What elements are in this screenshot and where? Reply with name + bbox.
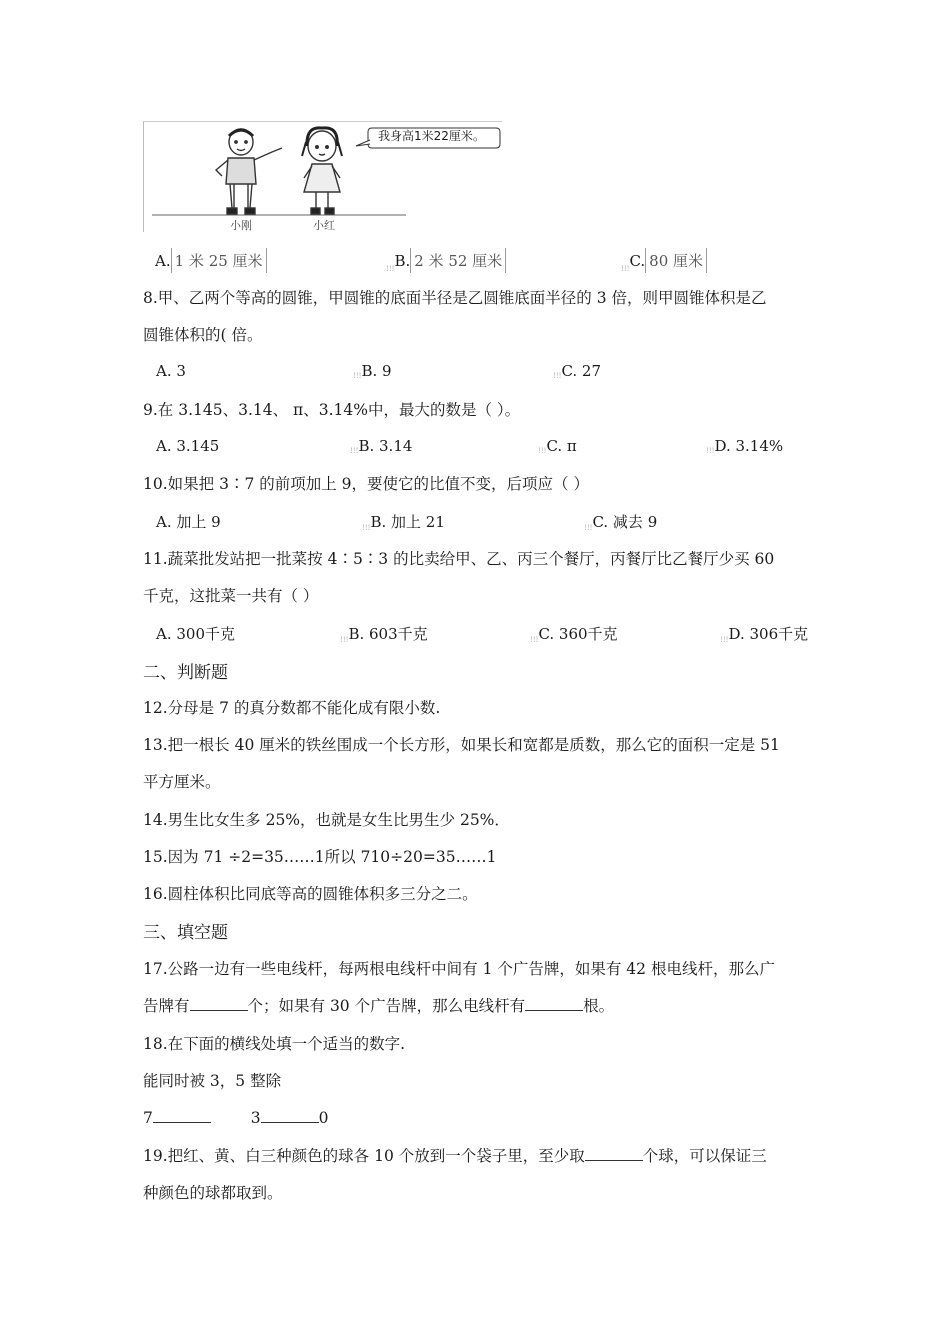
q14-text: 14.男生比女生多 25%，也就是女生比男生少 25%． [143,811,510,829]
q11-option-c[interactable]: !!!C. 360千克 [530,625,618,644]
q9-option-a[interactable]: A. 3.145 [156,437,220,455]
q8-option-b[interactable]: !!!B. 9 [353,362,392,380]
q8-text-line1: 8.甲、乙两个等高的圆锥，甲圆锥的底面半径是乙圆锥底面半径的 3 倍，则甲圆锥体积是乙 [143,289,767,307]
section-fill-heading: 三、填空题 [143,923,228,943]
q11-option-d[interactable]: !!!D. 306千克 [720,625,809,644]
q19-blank[interactable] [585,1146,643,1161]
q19-text-line1: 19.把红、黄、白三种颜色的球各 10 个放到一个袋子里，至少取 个球，可以保证三 [143,1147,767,1165]
q17-text-line1: 17.公路一边有一些电线杆，每两根电线杆中间有 1 个广告牌，如果有 42 根电线杆，那么广 [143,960,775,978]
q11-option-b[interactable]: !!!B. 603千克 [340,625,428,644]
q9-text: 9.在 3.145、3.14、 π、3.14%中，最大的数是（ ）。 [143,401,521,419]
q17-blank-2[interactable] [525,996,583,1011]
label-boy: 小刚 [230,219,252,232]
girl-figure [302,128,342,214]
q16-text: 16.圆柱体积比同底等高的圆锥体积多三分之二。 [143,885,478,903]
q13-text-line2: 平方厘米。 [143,773,221,791]
speech-text: 我身高1米22厘米。 [378,129,485,143]
q8-text-line2: 圆锥体积的( 倍。 [143,326,263,344]
q18-number-row: 7 3 0 [143,1109,329,1127]
q18-text-line2: 能同时被 3，5 整除 [143,1072,282,1090]
q19-text-line2: 种颜色的球都取到。 [143,1184,283,1202]
q7-option-c[interactable]: !!!C. 80 厘米 [621,248,707,273]
q10-option-c[interactable]: !!!C. 减去 9 [584,513,658,532]
q17-text-line2: 告牌有 个；如果有 30 个广告牌，那么电线杆有 根。 [143,997,615,1015]
q7-option-a[interactable]: A. 1 米 25 厘米 [155,248,267,273]
label-girl: 小红 [313,219,335,232]
boy-figure [216,129,282,214]
q7-option-b[interactable]: !!!B. 2 米 52 厘米 [386,248,506,273]
q10-option-a[interactable]: A. 加上 9 [156,513,221,531]
q11-option-a[interactable]: A. 300千克 [156,625,235,643]
q18-blank-1[interactable] [153,1108,211,1123]
illustration-figure [143,121,502,232]
q9-option-c[interactable]: !!!C. π [538,437,577,455]
q11-text-line1: 11.蔬菜批发站把一批菜按 4∶5∶3 的比卖给甲、乙、丙三个餐厅，丙餐厅比乙餐厅少买 60 [143,550,775,568]
q9-option-b[interactable]: !!!B. 3.14 [350,437,413,455]
q13-text-line1: 13.把一根长 40 厘米的铁丝围成一个长方形，如果长和宽都是质数，那么它的面积一定是 51 [143,736,780,754]
q18-text-line1: 18.在下面的横线处填一个适当的数字. [143,1035,406,1053]
q10-text: 10.如果把 3∶7 的前项加上 9，要使它的比值不变，后项应（ ） [143,475,589,493]
q17-blank-1[interactable] [190,996,248,1011]
section-judgement-heading: 二、判断题 [143,663,228,683]
q9-option-d[interactable]: !!!D. 3.14% [706,437,784,455]
q18-blank-2[interactable] [261,1108,319,1123]
q12-text: 12.分母是 7 的真分数都不能化成有限小数. [143,699,441,717]
q8-option-c[interactable]: !!!C. 27 [553,362,602,380]
q10-option-b[interactable]: !!!B. 加上 21 [362,513,445,532]
q11-text-line2: 千克，这批菜一共有（ ） [143,587,319,605]
q8-option-a[interactable]: A. 3 [156,362,186,380]
q15-text: 15.因为 71 ÷2=35……1所以 710÷20=35……1 [143,848,497,866]
